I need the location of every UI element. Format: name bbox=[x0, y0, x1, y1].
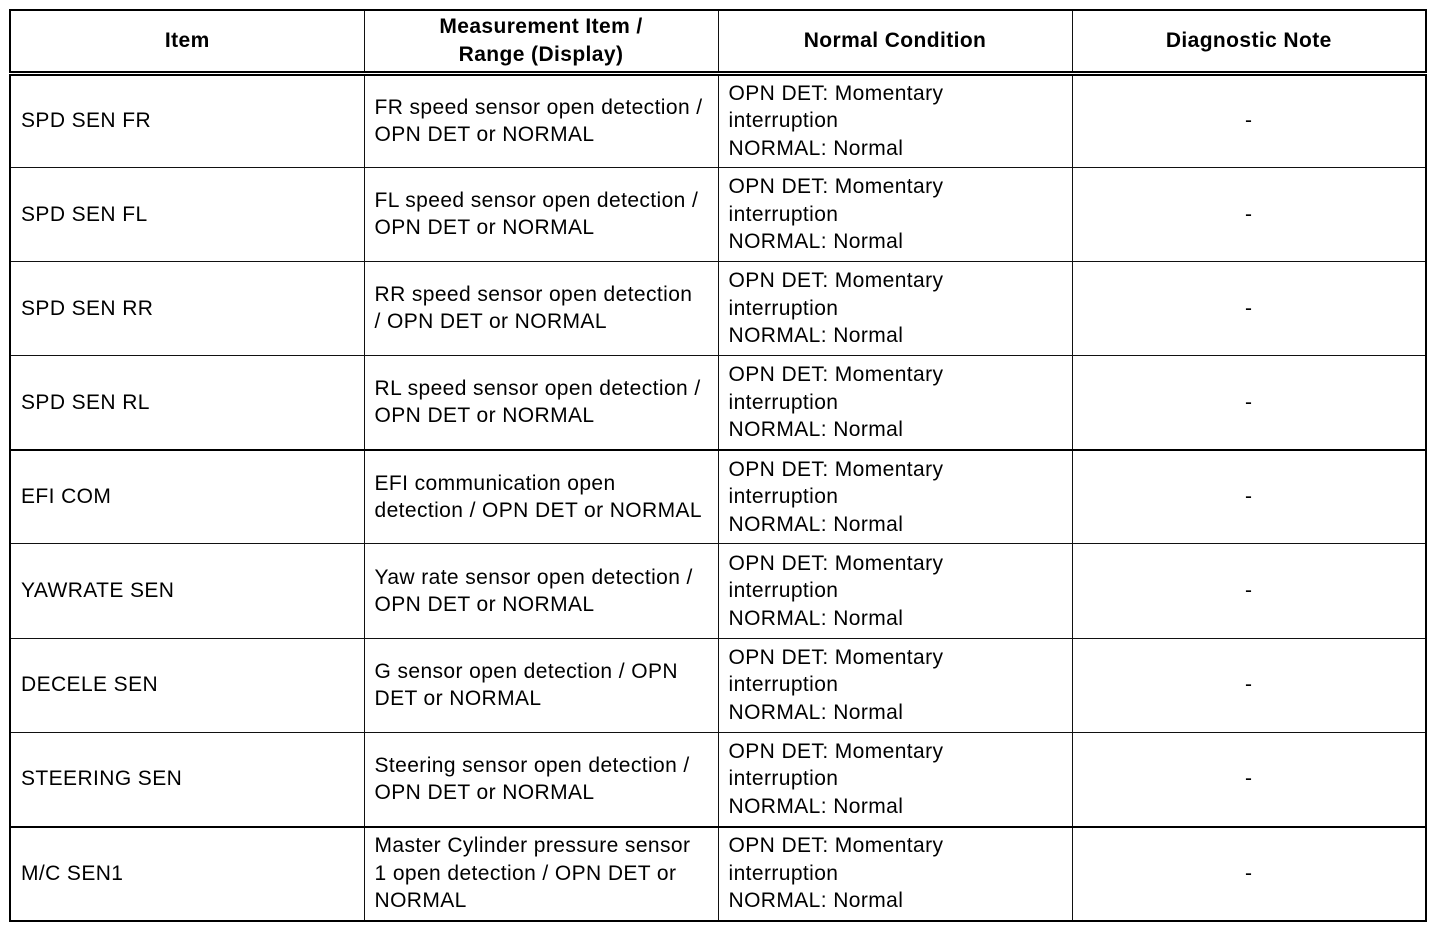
cell-normal-condition: OPN DET: Momentary interruption NORMAL: Normal bbox=[718, 450, 1072, 544]
cell-measurement: FR speed sensor open detection / OPN DET or NORMAL bbox=[364, 73, 718, 167]
table-row bbox=[10, 356, 1426, 450]
table-row bbox=[10, 167, 1426, 261]
cell-normal-condition: OPN DET: Momentary interruption NORMAL: Normal bbox=[718, 356, 1072, 450]
cell-normal-condition: OPN DET: Momentary interruption NORMAL: Normal bbox=[718, 261, 1072, 355]
cell-diagnostic-note: - bbox=[1072, 73, 1426, 167]
cell-normal-condition: OPN DET: Momentary interruption NORMAL: Normal bbox=[718, 544, 1072, 638]
cell-diagnostic-note: - bbox=[1072, 356, 1426, 450]
cell-item: M/C SEN1 bbox=[10, 827, 364, 921]
header-measurement: Measurement Item / Range (Display) bbox=[364, 10, 718, 73]
cell-measurement: Yaw rate sensor open detection / OPN DET or NORMAL bbox=[364, 544, 718, 638]
cell-diagnostic-note: - bbox=[1072, 732, 1426, 826]
cell-diagnostic-note: - bbox=[1072, 261, 1426, 355]
cell-item: SPD SEN RL bbox=[10, 356, 364, 450]
cell-measurement: RL speed sensor open detection / OPN DET or NORMAL bbox=[364, 356, 718, 450]
cell-item: SPD SEN RR bbox=[10, 261, 364, 355]
cell-item: STEERING SEN bbox=[10, 732, 364, 826]
header-normal-condition: Normal Condition bbox=[718, 10, 1072, 73]
table-row bbox=[10, 261, 1426, 355]
table-row bbox=[10, 73, 1426, 167]
cell-diagnostic-note: - bbox=[1072, 544, 1426, 638]
cell-item: YAWRATE SEN bbox=[10, 544, 364, 638]
cell-diagnostic-note: - bbox=[1072, 638, 1426, 732]
cell-diagnostic-note: - bbox=[1072, 450, 1426, 544]
header-item: Item bbox=[10, 10, 364, 73]
cell-measurement: RR speed sensor open detection / OPN DET or NORMAL bbox=[364, 261, 718, 355]
table-row bbox=[10, 450, 1426, 544]
table-row bbox=[10, 732, 1426, 826]
cell-normal-condition: OPN DET: Momentary interruption NORMAL: Normal bbox=[718, 167, 1072, 261]
table-row bbox=[10, 827, 1426, 921]
table-row bbox=[10, 638, 1426, 732]
table-header bbox=[10, 10, 1426, 73]
cell-measurement: Steering sensor open detection / OPN DET or NORMAL bbox=[364, 732, 718, 826]
cell-measurement: EFI communication open detection / OPN DET or NORMAL bbox=[364, 450, 718, 544]
table-body bbox=[10, 73, 1426, 921]
cell-normal-condition: OPN DET: Momentary interruption NORMAL: Normal bbox=[718, 827, 1072, 921]
cell-item: SPD SEN FR bbox=[10, 73, 364, 167]
cell-measurement: FL speed sensor open detection / OPN DET or NORMAL bbox=[364, 167, 718, 261]
cell-diagnostic-note: - bbox=[1072, 167, 1426, 261]
cell-normal-condition: OPN DET: Momentary interruption NORMAL: Normal bbox=[718, 732, 1072, 826]
cell-normal-condition: OPN DET: Momentary interruption NORMAL: Normal bbox=[718, 638, 1072, 732]
cell-normal-condition: OPN DET: Momentary interruption NORMAL: Normal bbox=[718, 73, 1072, 167]
cell-diagnostic-note: - bbox=[1072, 827, 1426, 921]
cell-measurement: G sensor open detection / OPN DET or NORMAL bbox=[364, 638, 718, 732]
cell-item: EFI COM bbox=[10, 450, 364, 544]
cell-measurement: Master Cylinder pressure sensor 1 open detection / OPN DET or NORMAL bbox=[364, 827, 718, 921]
data-list-table bbox=[9, 9, 1427, 922]
cell-item: DECELE SEN bbox=[10, 638, 364, 732]
header-row bbox=[10, 10, 1426, 73]
table-row bbox=[10, 544, 1426, 638]
header-diagnostic-note: Diagnostic Note bbox=[1072, 10, 1426, 73]
cell-item: SPD SEN FL bbox=[10, 167, 364, 261]
